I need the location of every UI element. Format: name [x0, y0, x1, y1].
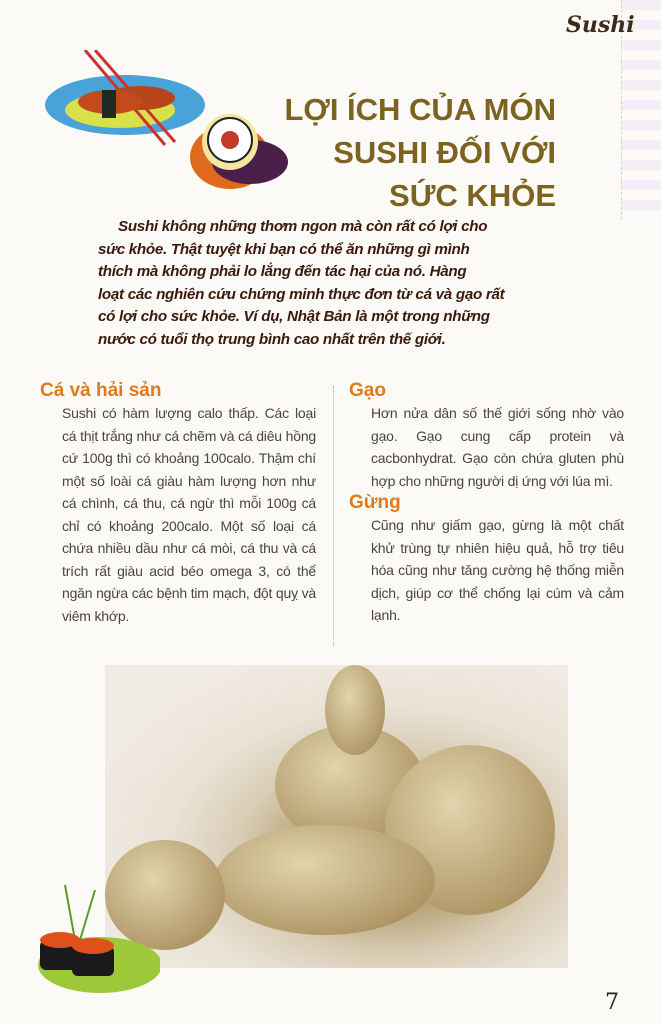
section-heading-ginger: Gừng [349, 492, 401, 513]
ginger-photo [105, 665, 568, 968]
running-header: Sushi [566, 12, 635, 38]
section-heading-rice: Gạo [349, 380, 386, 401]
section-body-rice: Hơn nửa dân số thế giới sống nhờ vào gạo. Gạo cung cấp protein và cacbonhydrat. Gạo còn chứa gluten phù hợp cho những người dị ứng với lúa mì. [371, 405, 624, 489]
title-line: LỢI ÍCH CỦA MÓN [284, 92, 556, 127]
right-column [349, 380, 624, 627]
title-line: SỨC KHỎE [389, 178, 556, 213]
left-column [40, 380, 316, 627]
page-title [200, 88, 556, 217]
ikura-sushi-illustration [20, 880, 160, 1000]
intro-paragraph [98, 216, 518, 351]
intro-line: sức khỏe. Thật tuyệt khi bạn có thể ăn những gì mình [98, 240, 470, 258]
intro-line: nước có tuổi thọ trung bình cao nhất trên thế giới. [98, 330, 446, 348]
section-heading-fish: Cá và hải sản [40, 380, 162, 401]
page-number: 7 [605, 990, 619, 1015]
intro-line: Sushi không những thơm ngon mà còn rất có lợi cho [118, 218, 488, 235]
intro-line: loạt các nghiên cứu chứng minh thực đơn từ cá và gạo rất [98, 285, 505, 303]
intro-line: thích mà không phải lo lắng đến tác hại của nó. Hàng [98, 263, 467, 280]
sushi-nigiri-illustration [40, 50, 210, 150]
title-line: SUSHI ĐỐI VỚI [333, 135, 556, 170]
intro-line: có lợi cho sức khỏe. Ví dụ, Nhật Bản là một trong những [98, 308, 490, 325]
section-body-ginger: Cũng như giấm gạo, gừng là một chất khử trùng tự nhiên hiệu quả, hỗ trợ tiêu hóa cũng như tăng cường hệ thống miễn dịch, giúp cơ thể chống lại cúm và cảm lạnh. [371, 517, 624, 623]
column-divider [333, 386, 334, 646]
section-body-fish: Sushi có hàm lượng calo thấp. Các loại cá thịt trắng như cá chẽm và cá diêu hồng cứ 100g thì có khoảng 100calo. Thậm chí một số loài cá giàu hàm lượng hơn như cá chình, cá thu, cá ngừ thì mỗi 100g cá chỉ có khoảng 200calo. Một số loại cá chứa nhiều dầu như cá mòi, cá thu và cá trích rất giàu acid béo omega 3, có thể ngăn ngừa các bệnh tim mạch, đột quỵ và viêm khớp. [62, 405, 316, 624]
